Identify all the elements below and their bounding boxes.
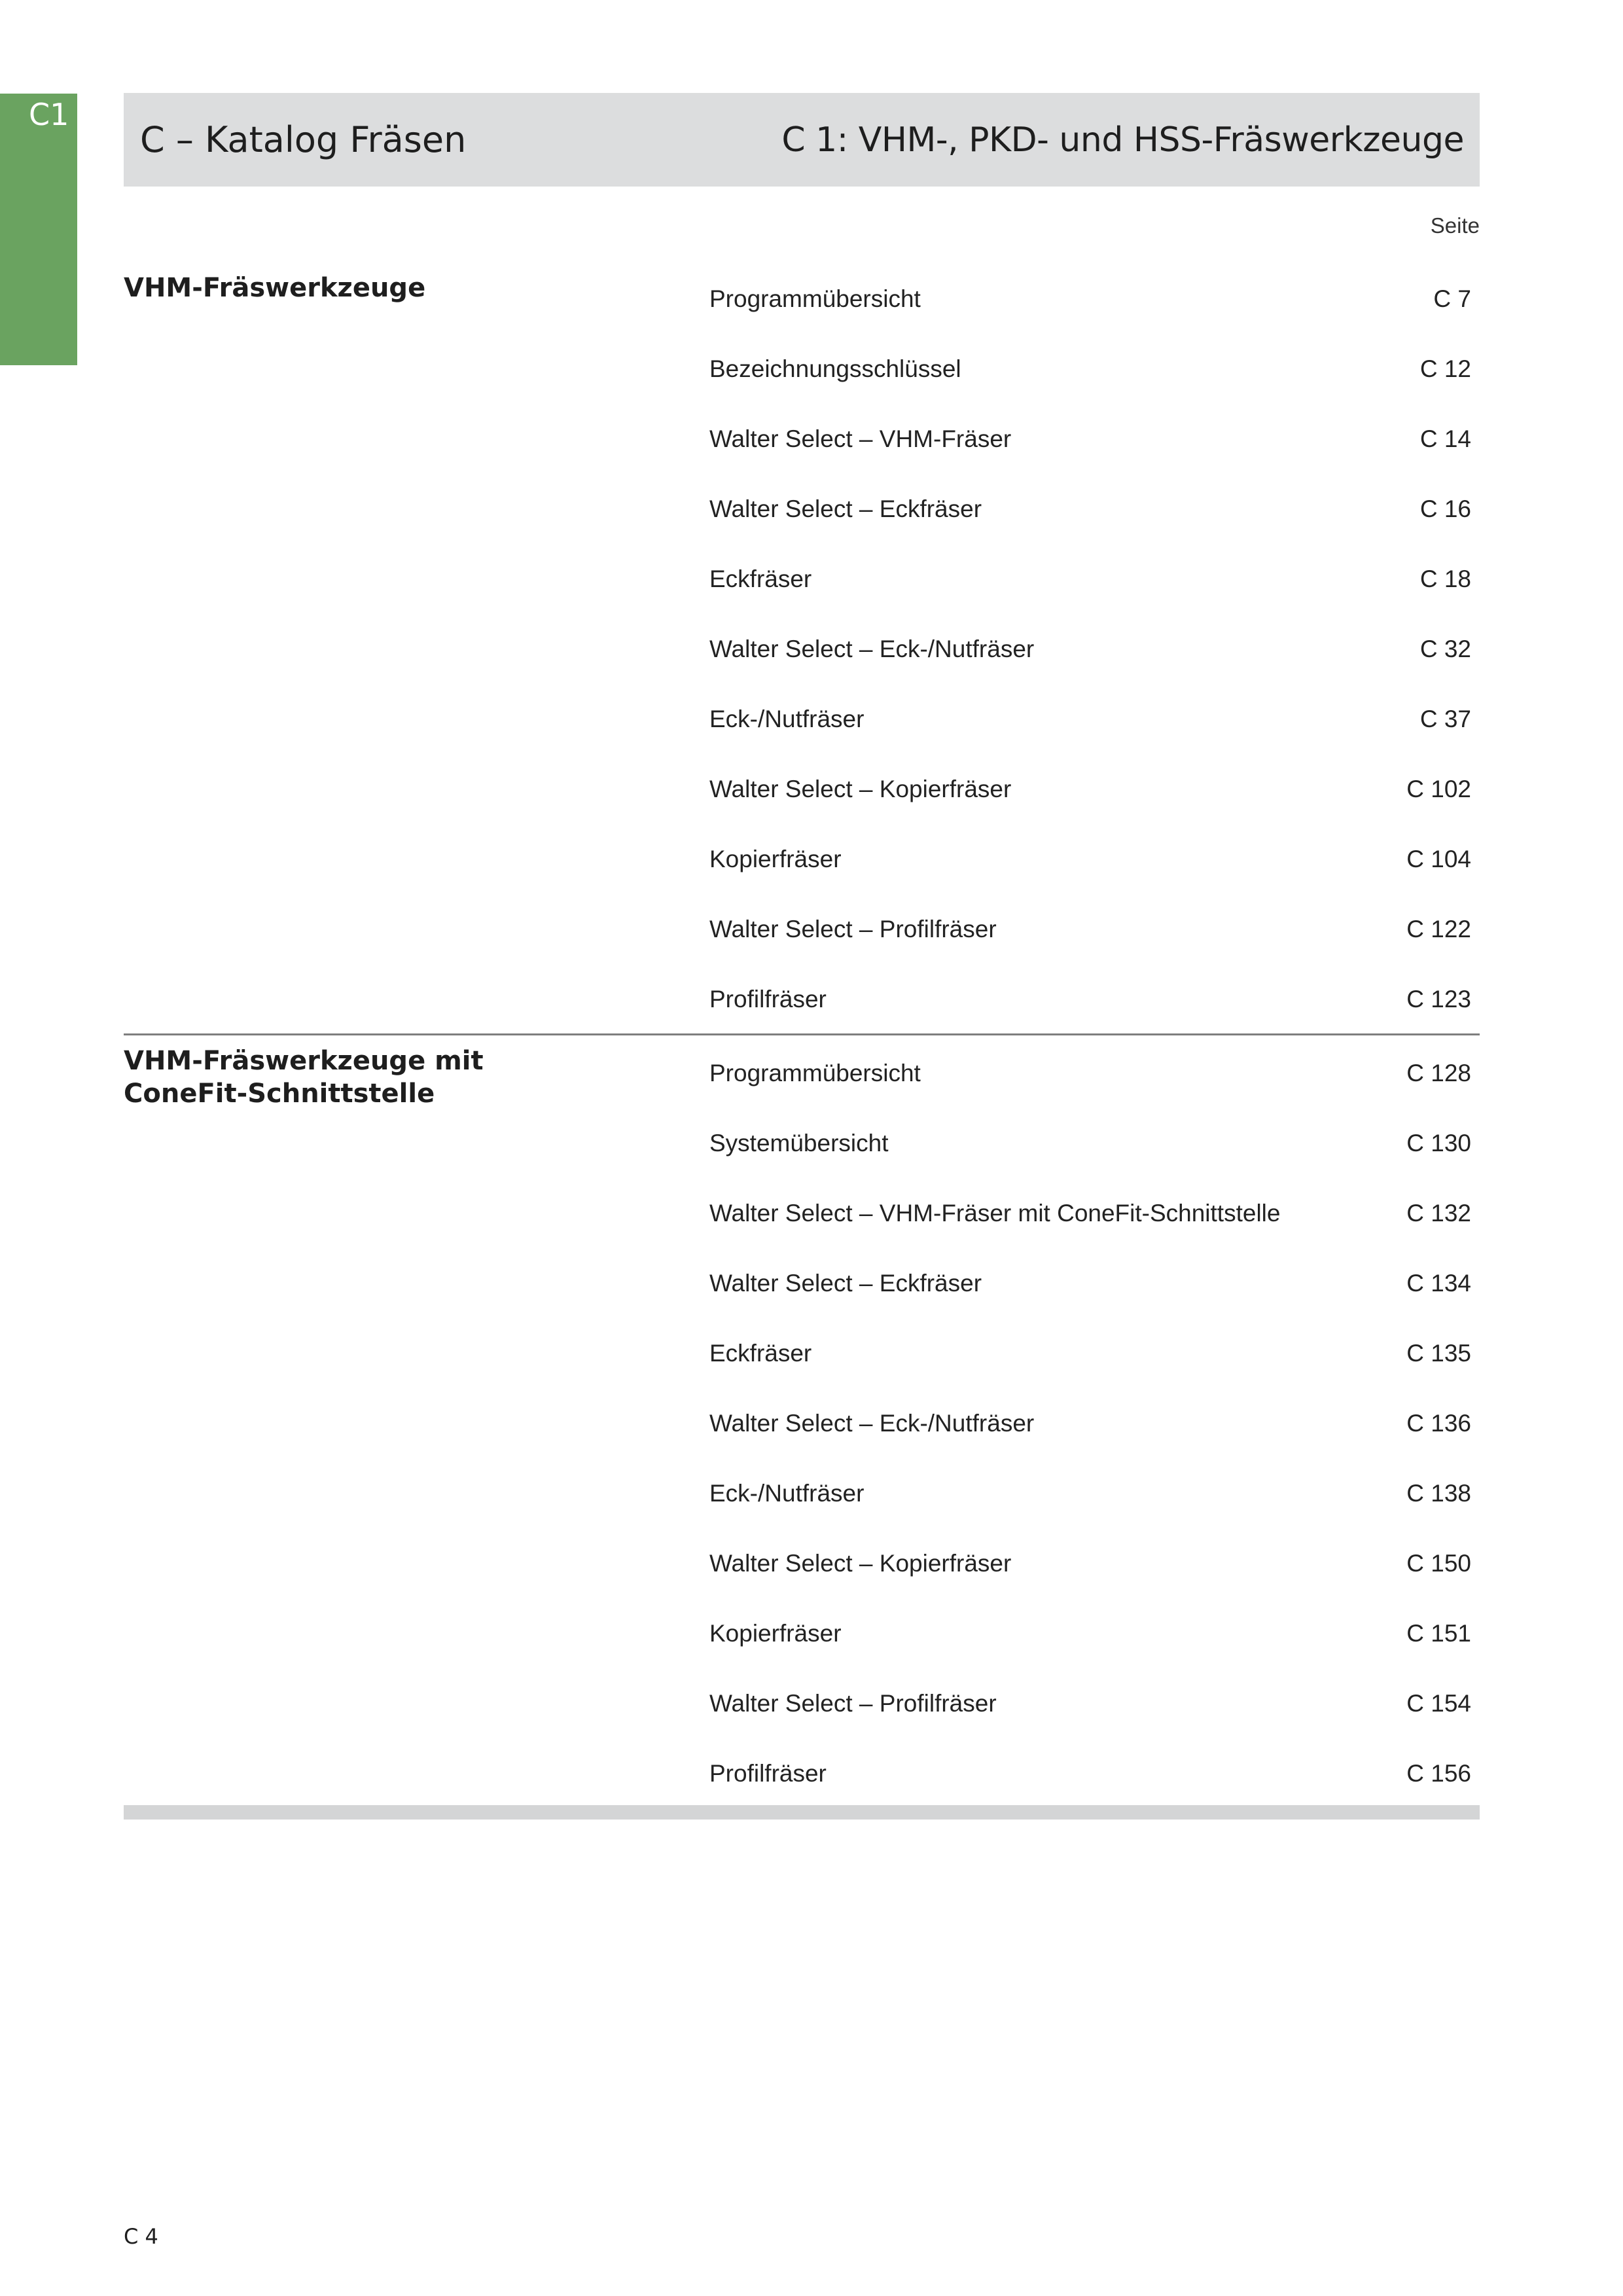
footer-bar bbox=[124, 1805, 1480, 1820]
section-divider bbox=[124, 1033, 1480, 1035]
toc-entry-page: C 128 bbox=[1406, 1059, 1471, 1086]
toc-entry[interactable] bbox=[709, 334, 1480, 404]
toc-entry[interactable] bbox=[709, 614, 1480, 684]
toc-entry-label: Walter Select – Eckfräser bbox=[709, 495, 982, 522]
toc-entry[interactable] bbox=[709, 1528, 1480, 1598]
toc-entry-page: C 123 bbox=[1406, 985, 1471, 1013]
toc-entry-page: C 102 bbox=[1406, 775, 1471, 802]
toc-entry[interactable] bbox=[709, 1458, 1480, 1528]
toc-entry[interactable] bbox=[709, 1248, 1480, 1318]
toc-entry[interactable] bbox=[709, 544, 1480, 614]
toc-entry-label: Eckfräser bbox=[709, 565, 812, 592]
toc-entry-label: Walter Select – Kopierfräser bbox=[709, 1549, 1012, 1577]
toc-entry-label: Systemübersicht bbox=[709, 1129, 889, 1157]
toc-entry-page: C 134 bbox=[1406, 1269, 1471, 1297]
toc-entry-page: C 12 bbox=[1419, 355, 1471, 382]
toc-entry-page: C 7 bbox=[1433, 285, 1471, 312]
toc-entry-label: Walter Select – Profilfräser bbox=[709, 915, 997, 942]
toc-entry-list bbox=[709, 1038, 1480, 1808]
toc-entry-label: Eckfräser bbox=[709, 1339, 812, 1367]
toc-entry[interactable] bbox=[709, 1108, 1480, 1178]
toc-entry[interactable] bbox=[709, 684, 1480, 754]
toc-entry[interactable] bbox=[709, 1668, 1480, 1738]
toc-entry[interactable] bbox=[709, 1388, 1480, 1458]
header-bar bbox=[124, 93, 1480, 187]
toc-entry[interactable] bbox=[709, 404, 1480, 474]
toc-entry[interactable] bbox=[709, 1318, 1480, 1388]
toc-entry-label: Profilfräser bbox=[709, 985, 827, 1013]
toc-entry-label: Walter Select – Profilfräser bbox=[709, 1689, 997, 1717]
toc-entry-label: Programmübersicht bbox=[709, 1059, 921, 1086]
chapter-title: C 1: VHM-, PKD- und HSS-Fräswerkzeuge bbox=[781, 120, 1464, 160]
toc-entry-page: C 138 bbox=[1406, 1479, 1471, 1507]
toc-entry-label: Bezeichnungsschlüssel bbox=[709, 355, 961, 382]
toc-entry-label: Walter Select – Kopierfräser bbox=[709, 775, 1012, 802]
toc-entry[interactable] bbox=[709, 964, 1480, 1034]
toc-entry-page: C 136 bbox=[1406, 1409, 1471, 1437]
section-tab-label: C1 bbox=[29, 97, 69, 132]
toc-entry[interactable] bbox=[709, 824, 1480, 894]
toc-entry-label: Profilfräser bbox=[709, 1759, 827, 1787]
section-title: VHM-Fräswerkzeuge bbox=[124, 273, 426, 303]
toc-entry-label: Walter Select – Eckfräser bbox=[709, 1269, 982, 1297]
toc-entry-page: C 130 bbox=[1406, 1129, 1471, 1157]
toc-entry-page: C 18 bbox=[1419, 565, 1471, 592]
toc-entry[interactable] bbox=[709, 264, 1480, 334]
toc-entry-label: Eck-/Nutfräser bbox=[709, 1479, 865, 1507]
toc-entry-label: Walter Select – Eck-/Nutfräser bbox=[709, 1409, 1035, 1437]
toc-entry-label: Kopierfräser bbox=[709, 845, 842, 872]
catalog-title: C – Katalog Fräsen bbox=[140, 119, 467, 160]
toc-entry[interactable] bbox=[709, 474, 1480, 544]
toc-entry[interactable] bbox=[709, 1598, 1480, 1668]
toc-entry-page: C 32 bbox=[1419, 635, 1471, 662]
toc-entry[interactable] bbox=[709, 1738, 1480, 1808]
toc-entry-page: C 14 bbox=[1419, 425, 1471, 452]
toc-entry-page: C 132 bbox=[1406, 1199, 1471, 1227]
toc-entry-page: C 151 bbox=[1406, 1619, 1471, 1647]
toc-entry-label: Walter Select – VHM-Fräser bbox=[709, 425, 1012, 452]
toc-entry-label: Eck-/Nutfräser bbox=[709, 705, 865, 732]
toc-entry-page: C 150 bbox=[1406, 1549, 1471, 1577]
section-tab bbox=[0, 94, 77, 365]
toc-entry-page: C 37 bbox=[1419, 705, 1471, 732]
toc-entry-label: Programmübersicht bbox=[709, 285, 921, 312]
toc-entry[interactable] bbox=[709, 754, 1480, 824]
toc-entry-page: C 122 bbox=[1406, 915, 1471, 942]
toc-entry-page: C 156 bbox=[1406, 1759, 1471, 1787]
toc-entry-page: C 154 bbox=[1406, 1689, 1471, 1717]
toc-entry-label: Walter Select – Eck-/Nutfräser bbox=[709, 635, 1035, 662]
section-title: VHM-Fräswerkzeuge mit ConeFit-Schnittstelle bbox=[124, 1046, 484, 1109]
toc-entry-page: C 16 bbox=[1419, 495, 1471, 522]
toc-entry-page: C 135 bbox=[1406, 1339, 1471, 1367]
toc-entry[interactable] bbox=[709, 1038, 1480, 1108]
page-column-label: Seite bbox=[1430, 213, 1480, 238]
toc-entry-list bbox=[709, 264, 1480, 1034]
toc-entry[interactable] bbox=[709, 1178, 1480, 1248]
toc-entry-label: Kopierfräser bbox=[709, 1619, 842, 1647]
toc-entry-label: Walter Select – VHM-Fräser mit ConeFit-Schnittstelle bbox=[709, 1199, 1281, 1227]
page-number: C 4 bbox=[124, 2224, 158, 2249]
toc-entry[interactable] bbox=[709, 894, 1480, 964]
toc-entry-page: C 104 bbox=[1406, 845, 1471, 872]
